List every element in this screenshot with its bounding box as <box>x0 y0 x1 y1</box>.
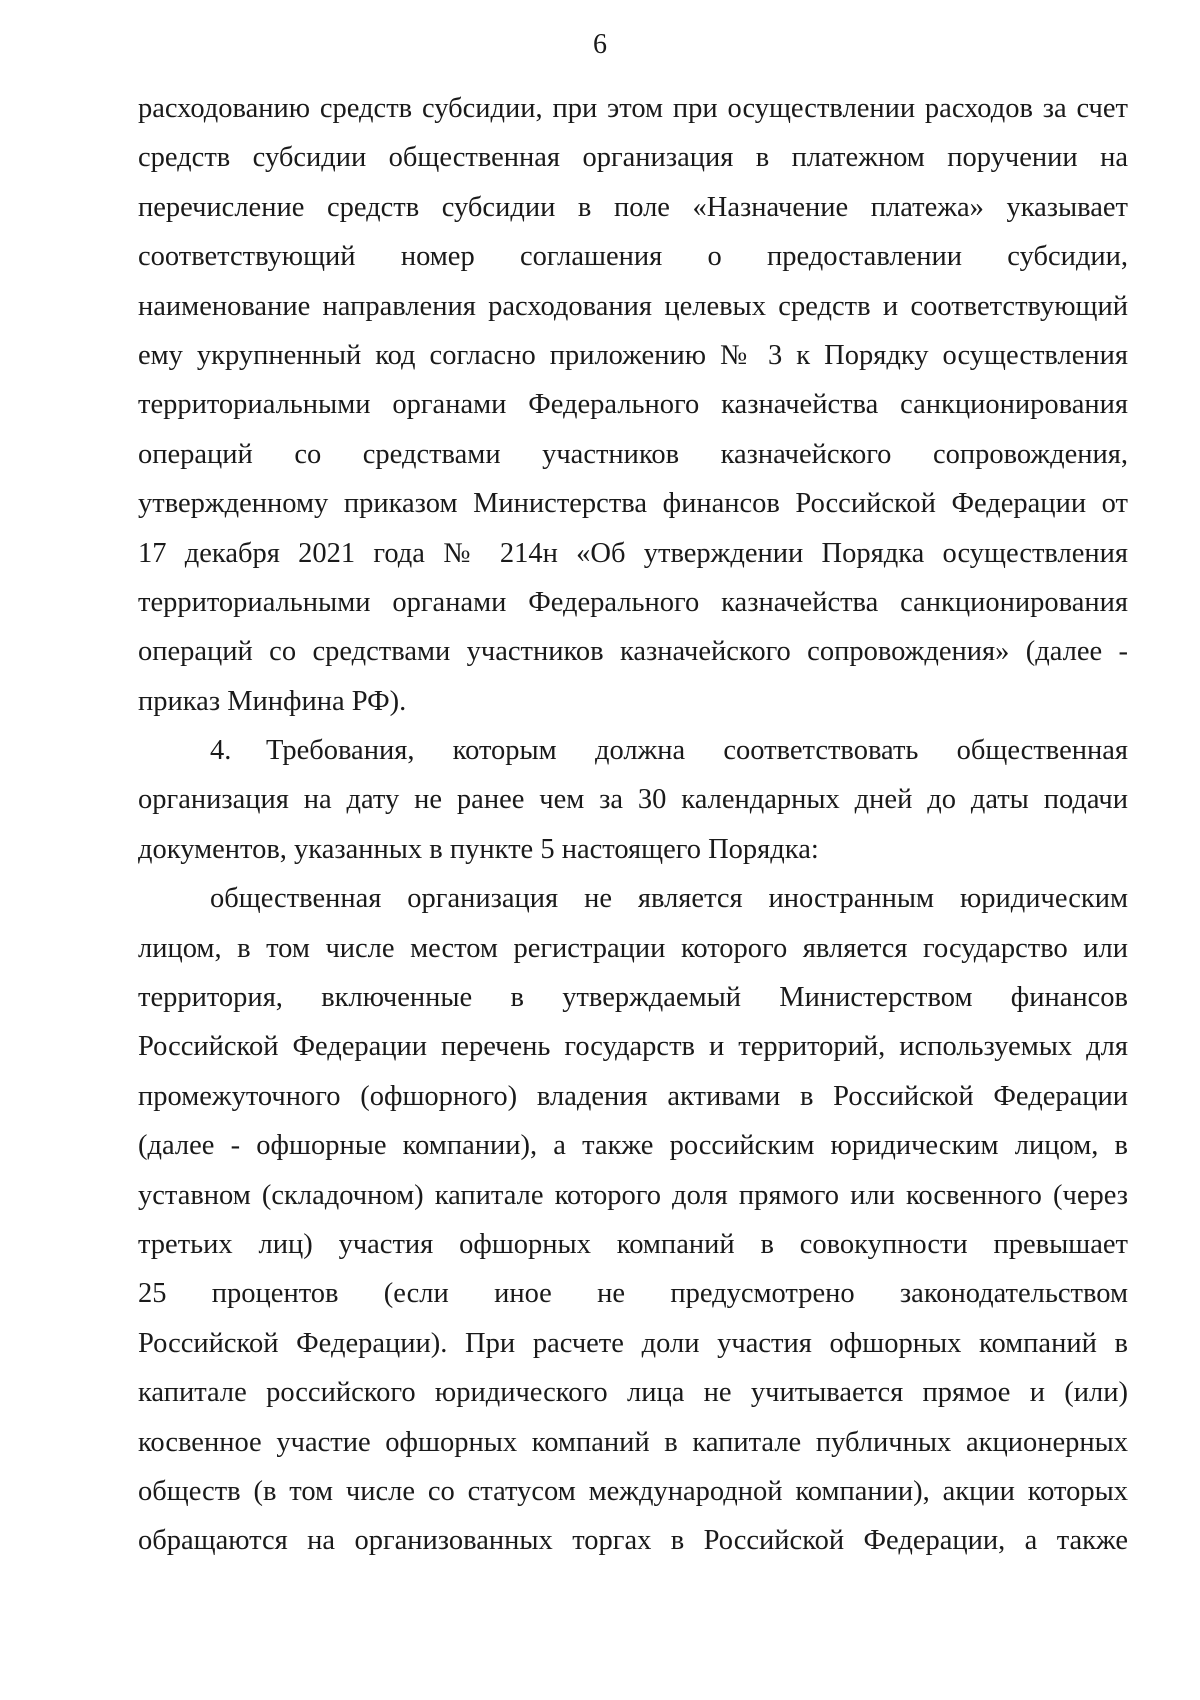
text-line: территориальными органами Федерального казначейства санкционирования <box>138 389 1128 421</box>
item-number: 4. <box>210 735 232 767</box>
text-line: 25 процентов (если иное не предусмотрено законодательством <box>138 1278 1128 1310</box>
text-line: третьих лиц) участия офшорных компаний в совокупности превышает <box>138 1228 1128 1260</box>
text-line: Российской Федерации). При расчете доли участия офшорных компаний в <box>138 1327 1128 1359</box>
text-line: уставном (складочном) капитале которого доля прямого или косвенного (через <box>138 1179 1128 1211</box>
text-line: (далее - офшорные компании), а также российским юридическим лицом, в <box>138 1130 1128 1162</box>
text-line <box>138 726 1128 775</box>
text-line: обращаются на организованных торгах в Российской Федерации, а также <box>138 1525 1128 1557</box>
text-line: утвержденному приказом Министерства финансов Российской Федерации от <box>138 488 1128 520</box>
text-line-rest: Требования, которым должна соответствовать общественная <box>266 735 1128 767</box>
text-line: средств субсидии общественная организация в платежном поручении на <box>138 142 1128 174</box>
text-line: наименование направления расходования целевых средств и соответствующий <box>138 290 1128 322</box>
text-line: обществ (в том числе со статусом международной компании), акции которых <box>138 1475 1128 1507</box>
text-line: операций со средствами участников казначейского сопровождения» (далее - <box>138 636 1128 668</box>
text-line: территория, включенные в утверждаемый Министерством финансов <box>138 982 1128 1014</box>
text-line: общественная организация не является иностранным юридическим <box>210 883 1128 915</box>
document-body <box>138 84 1128 1566</box>
page-number: 6 <box>593 29 607 60</box>
text-line: операций со средствами участников казначейского сопровождения, <box>138 438 1128 470</box>
text-line: косвенное участие офшорных компаний в капитале публичных акционерных <box>138 1426 1128 1458</box>
text-line: соответствующий номер соглашения о предоставлении субсидии, <box>138 241 1128 273</box>
paragraph <box>138 84 1128 726</box>
text-line: промежуточного (офшорного) владения активами в Российской Федерации <box>138 1080 1128 1112</box>
text-line: лицом, в том числе местом регистрации которого является государство или <box>138 932 1128 964</box>
text-line: перечисление средств субсидии в поле «Назначение платежа» указывает <box>138 191 1128 223</box>
numbered-paragraph <box>138 726 1128 874</box>
text-line: капитале российского юридического лица не учитывается прямое и (или) <box>138 1377 1128 1409</box>
text-line: Российской Федерации перечень государств и территорий, используемых для <box>138 1031 1128 1063</box>
text-line: организация на дату не ранее чем за 30 календарных дней до даты подачи <box>138 784 1128 816</box>
text-line: приказ Минфина РФ). <box>138 685 407 717</box>
text-line: территориальными органами Федерального казначейства санкционирования <box>138 586 1128 618</box>
text-line: 17 декабря 2021 года № 214н «Об утверждении Порядка осуществления <box>138 537 1128 569</box>
text-line: расходованию средств субсидии, при этом при осуществлении расходов за счет <box>138 93 1128 124</box>
text-line: документов, указанных в пункте 5 настоящего Порядка: <box>138 833 819 865</box>
paragraph <box>138 874 1128 1565</box>
text-line: ему укрупненный код согласно приложению № 3 к Порядку осуществления <box>138 339 1128 371</box>
